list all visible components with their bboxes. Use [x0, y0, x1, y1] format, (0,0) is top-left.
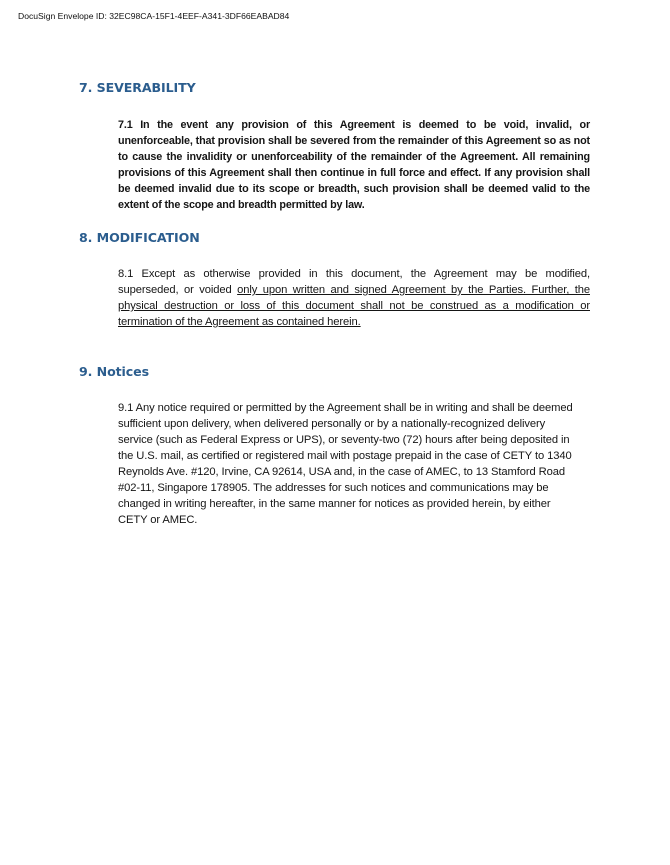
clause-7-1: 7.1 In the event any provision of this Agreement is deemed to be void, invalid, or unenforceable, that provision shall be severed from the remainder of this Agreement so as not to cause the invalidity or unenforceability of the remainder of the Agreement. All remaining provisions of this Agreement shall then continue in full force and effect. If any provision shall be deemed invalid due to its scope or breadth, such provision shall be deemed valid to the extent of the scope and breadth permitted by law.: [118, 119, 590, 211]
section-heading-notices: 9. Notices: [79, 364, 149, 379]
clause-8-1-underlined-text: only upon written and signed Agreement by the Parties. Further, the physical destruction or loss of this document shall not be construed as a modification or termination of the Agreement as contained herein.: [118, 284, 590, 328]
section-heading-modification: 8. MODIFICATION: [79, 230, 200, 245]
clause-8-1: [118, 266, 590, 330]
clause-8-1-text: 8.1 Except as otherwise provided in this document, the Agreement may be modified, superseded, or voided: [118, 268, 590, 296]
section-heading-severability: 7. SEVERABILITY: [79, 80, 196, 95]
clause-9-1: 9.1 Any notice required or permitted by the Agreement shall be in writing and shall be deemed sufficient upon delivery, when delivered personally or by a nationally-recognized delivery service (such as Federal Express or UPS), or seventy-two (72) hours after being deposited in the U.S. mail, as certified or registered mail with postage prepaid in the case of CETY to 1340 Reynolds Ave. #120, Irvine, CA 92614, USA and, in the case of AMEC, to 13 Stamford Road #02-11, Singapore 178905. The addresses for such notices and communications may be changed in writing hereafter, in the same manner for notices as provided herein, by either CETY or AMEC.: [118, 402, 573, 526]
docusign-envelope-id: DocuSign Envelope ID: 32EC98CA-15F1-4EEF-A341-3DF66EABAD84: [18, 11, 290, 21]
